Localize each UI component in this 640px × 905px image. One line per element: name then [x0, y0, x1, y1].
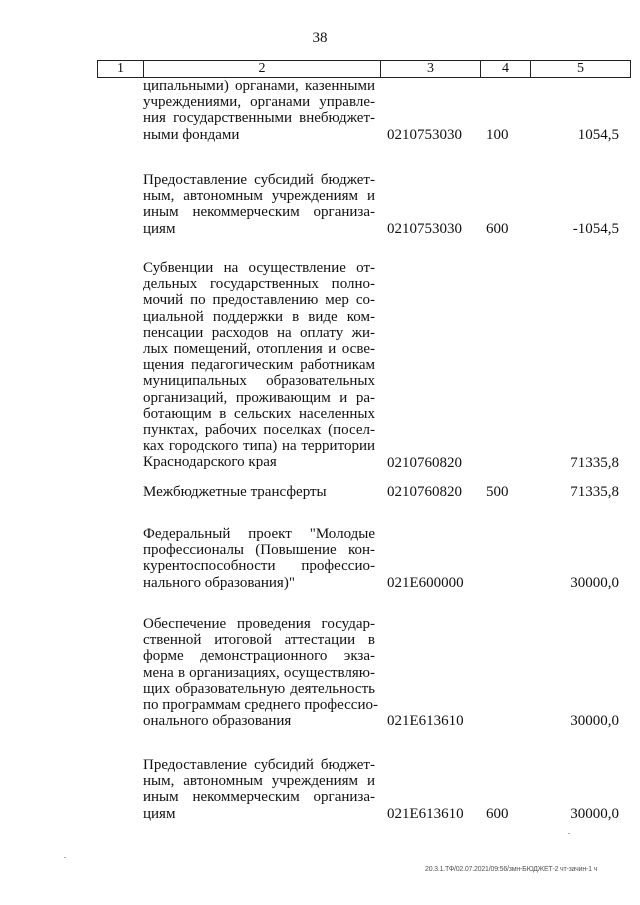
row-code: 0210753030 [387, 220, 462, 237]
desc-line: мочий по предоставлению мер со- [143, 292, 375, 309]
desc-line: учреждениями, органами управле- [143, 94, 375, 111]
table-header [97, 60, 631, 78]
desc-line: щих образовательную деятельность [143, 680, 375, 697]
desc-line: ния государственными внебюджет- [143, 110, 375, 127]
row-code: 0210753030 [387, 126, 462, 143]
row-type: 600 [486, 220, 509, 237]
row-description [143, 78, 375, 143]
row-amount: -1054,5 [572, 220, 619, 237]
header-col-2: 2 [144, 61, 381, 77]
row-description [143, 616, 378, 730]
desc-line: иным некоммерческим организа- [143, 204, 375, 221]
desc-line: муниципальных образовательных [143, 373, 375, 390]
desc-line: по программам среднего профессио- [143, 697, 378, 714]
table-row [143, 757, 631, 822]
table-row [143, 484, 631, 500]
desc-line: мена в организациях, осуществляю- [143, 664, 375, 681]
page-number: 38 [312, 30, 328, 46]
header-col-1: 1 [98, 61, 144, 77]
desc-line: ными фондами [143, 126, 240, 143]
desc-line: Субвенции на осуществление от- [143, 260, 375, 276]
table-row [143, 526, 631, 591]
desc-line: онального образования [143, 713, 292, 730]
desc-line: циальной поддержки в виде ком- [143, 308, 375, 325]
table-row [143, 172, 631, 237]
desc-line: курентоспособности профессио- [143, 558, 375, 575]
scan-speck [568, 833, 570, 834]
row-type: 500 [486, 484, 509, 501]
row-code: 021E600000 [387, 574, 464, 591]
row-code: 021E613610 [387, 713, 464, 730]
row-type: 100 [486, 126, 509, 143]
desc-line: Предоставление субсидий бюджет- [143, 757, 375, 773]
desc-line: форме демонстрационного экза- [143, 648, 375, 665]
desc-line: дельных государственных полно- [143, 276, 375, 293]
desc-line: Межбюджетные трансферты [143, 484, 327, 500]
header-col-4: 4 [481, 61, 531, 77]
header-col-3: 3 [381, 61, 481, 77]
scan-speck [64, 857, 66, 858]
desc-line: пенсации расходов на оплату жи- [143, 324, 375, 341]
desc-line: Обеспечение проведения государ- [143, 616, 375, 632]
row-code: 021E613610 [387, 805, 464, 822]
desc-line: циям [143, 220, 176, 237]
desc-line: иным некоммерческим организа- [143, 789, 375, 806]
row-amount: 30000,0 [570, 713, 619, 730]
desc-line: щения педагогическим работникам [143, 357, 375, 374]
row-description [143, 757, 375, 822]
row-amount: 30000,0 [570, 574, 619, 591]
table-row [143, 616, 631, 729]
table-row [143, 78, 631, 143]
desc-line: ственной итоговой аттестации в [143, 632, 375, 649]
desc-line: нального образования)" [143, 574, 295, 591]
desc-line: ках городского типа) на территории [143, 438, 375, 455]
row-amount: 30000,0 [570, 805, 619, 822]
desc-line: ботающим в сельских населенных [143, 405, 375, 422]
desc-line: Краснодарского края [143, 454, 277, 471]
row-code: 0210760820 [387, 454, 462, 471]
row-code: 0210760820 [387, 484, 462, 501]
header-col-5: 5 [577, 61, 584, 76]
desc-line: ным, автономным учреждениям и [143, 188, 375, 205]
desc-line: пунктах, рабочих поселках (посел- [143, 422, 375, 439]
desc-line: лых помещений, отопления и осве- [143, 341, 375, 358]
row-amount: 71335,8 [570, 484, 619, 501]
row-description [143, 526, 375, 591]
desc-line: ципальными) органами, казенными [143, 78, 375, 94]
desc-line: организаций, проживающим и ра- [143, 389, 375, 406]
desc-line: профессионалы (Повышение кон- [143, 542, 375, 559]
desc-line: Федеральный проект "Молодые [143, 526, 375, 542]
table-row [143, 260, 631, 471]
row-description [143, 484, 375, 500]
row-amount: 71335,8 [570, 454, 619, 471]
row-type: 600 [486, 805, 509, 822]
desc-line: циям [143, 805, 176, 822]
desc-line: Предоставление субсидий бюджет- [143, 172, 375, 188]
footer-stamp: 20.3.1.ТФ/02.07.2021/09:56/змн-БЮДЖЕТ-2 чт-зачин-1 ч [425, 866, 598, 873]
row-amount: 1054,5 [577, 126, 619, 143]
desc-line: ным, автономным учреждениям и [143, 773, 375, 790]
row-description [143, 260, 375, 471]
row-description [143, 172, 375, 237]
